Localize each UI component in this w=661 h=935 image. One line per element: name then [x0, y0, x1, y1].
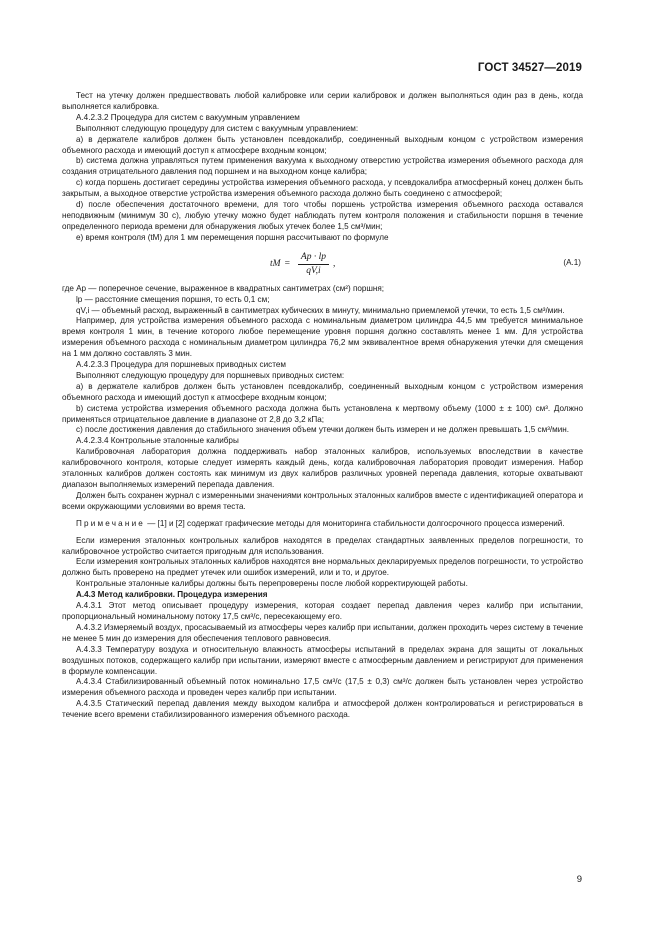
paragraph: А.4.3.2 Измеряемый воздух, просасываемый из атмосферы через калибр при испытании, должен проходить через систему в течение не менее 5 мин до измерения для обеспечения теплового равновесия.: [62, 622, 583, 643]
note-label: Примечание: [76, 518, 146, 528]
paragraph: А.4.3.4 Стабилизированный объемный поток номинально 17,5 см³/с (17,5 ± 0,3) см³/с должен быть установлен через устройство измерения объемного расхода и проведен через калибр при испытании.: [62, 677, 583, 698]
list-item: е) время контроля (tM) для 1 мм перемещения поршня рассчитывают по формуле: [76, 232, 389, 242]
paragraph: Выполняют следующую процедуру для поршневых приводных систем:: [76, 370, 345, 380]
formula-lhs: tM: [270, 258, 281, 269]
document-body: [62, 91, 583, 721]
note-text: — [1] и [2] содержат графические методы для мониторинга стабильности долгосрочного процесса измерений.: [145, 518, 565, 528]
note: [62, 519, 583, 530]
paragraph: Тест на утечку должен предшествовать любой калибровке или серии калибровок и должен выполняться один раз в день, когда выполняется калибровка.: [62, 91, 583, 111]
list-item: с) когда поршень достигает середины устройства измерения объемного расхода, у псевдокалибра атмосферный конец должен быть закрытым, а выходное отверстие устройства измерения объемного расхода должно быть соединено с атмосферой;: [62, 178, 583, 199]
paragraph: А.4.3.5 Статический перепад давления между выходом калибра и атмосферой должен контролироваться и регистрироваться в течение всего времени стабилизированного измерения объемного расхода.: [62, 699, 583, 720]
section-heading: А.4.2.3.2 Процедура для систем с вакуумным управлением: [76, 112, 300, 122]
legend-item: lp — расстояние смещения поршня, то есть 0,1 см;: [76, 294, 270, 304]
formula-number: (А.1): [563, 257, 581, 267]
list-item: b) система должна управляться путем применения вакуума к выходному отверстию устройства измерения объемного расхода для создания отрицательного давления под поршнем и на выходном конце калибра;: [62, 156, 583, 177]
list-item: b) система устройства измерения объемного расхода должна быть установлена к мертвому объему (1000 ± ± 100) см³. Должно применяться отрицательное давление в диапазоне от 2,8 до 3,2 кПа;: [62, 403, 583, 424]
list-item: с) после достижения давления до стабильного значения объем утечки должен быть измерен и не должен превышать 1,5 см³/мин.: [76, 425, 570, 435]
paragraph: Если измерения контрольных эталонных калибров находятся вне нормальных декларируемых пределов погрешности, то устройство должно быть проверено на предмет утечек или ошибок измерений, или и то, и другое.: [62, 557, 583, 578]
formula-numerator: Ap · lp: [298, 252, 329, 265]
legend-item: qV,i — объемный расход, выраженный в сантиметрах кубических в минуту, минимально приемлемой утечки, то есть 1,5 см³/мин.: [76, 305, 565, 315]
section-heading: А.4.2.3.4 Контрольные эталонные калибры: [76, 436, 239, 446]
section-heading: А.4.2.3.3 Процедура для поршневых приводных систем: [76, 360, 286, 370]
paragraph: Например, для устройства измерения объемного расхода с номинальным диаметром цилиндра 44,5 мм требуется минимальное время контроля 1 мин, в течение которого любое перемещение уровня поршня должно составлять менее 1 мм. Для устройства измерения объемного расхода с номинальным диаметром цилиндра 76,2 мм эквивалентное время обнаружения утечки для смещения на 1 мм должно составлять 3 мин.: [62, 316, 583, 359]
paragraph: А.4.3.3 Температуру воздуха и относительную влажность атмосферы испытаний в пределах экрана для защиты от локальных воздушных потоков, содержащего калибр при испытании, измеряют вместе с атмосферным давлением и регистрируют для применения в формуле компенсации.: [62, 644, 583, 676]
paragraph: Контрольные эталонные калибры должны быть перепроверены после любой корректирующей работы.: [76, 579, 468, 589]
paragraph: Выполняют следующую процедуру для систем с вакуумным управлением:: [76, 123, 359, 133]
paragraph: Если измерения эталонных контрольных калибров находятся в пределах стандартных заявленных пределов погрешности, то калибровочное устройство считается пригодным для использования.: [62, 535, 583, 556]
list-item: а) в держателе калибров должен быть установлен псевдокалибр, соединенный выходным концом с устройством измерения объемного расхода и имеющий доступ к атмосфере входным концом;: [62, 381, 583, 402]
paragraph: Должен быть сохранен журнал с измеренными значениями контрольных эталонных калибров вместе с идентификацией оператора и всеми окружающими условиями во время теста.: [62, 490, 583, 511]
list-item: d) после обеспечения достаточного времени, для того чтобы поршень устройства измерения объемного расхода оставался неподвижным (минимум 30 с), любую утечку можно будет наблюдать путем контроля положения и стабильности поршня в течение определенного периода времени для обнаружения любых утечек более 1,5 см³/мин;: [62, 200, 583, 231]
paragraph: Калибровочная лаборатория должна поддерживать набор эталонных калибров, используемых впоследствии в качестве калибровочного контроля, которые следует измерять каждый день, когда калибровочная лаборатория проводит измерения. Набор эталонных калибров должен состоять как минимум из двух калибров различных уровней перепада давления, которые охватывают диапазон выполняемых измерений перепада давления.: [62, 447, 583, 489]
list-item: а) в держателе калибров должен быть установлен псевдокалибр, соединенный выходным концом с устройством измерения объемного расхода и имеющий доступ к атмосфере входным концом;: [62, 134, 583, 155]
formula-denominator: qV,i: [306, 265, 321, 276]
page-number: 9: [576, 874, 582, 885]
section-heading-bold: А.4.3 Метод калибровки. Процедура измерения: [76, 590, 268, 600]
document-code: ГОСТ 34527—2019: [477, 62, 582, 74]
formula-tail: ,: [333, 258, 336, 269]
paragraph: А.4.3.1 Этот метод описывает процедуру измерения, которая создает перепад давления через калибр при испытании, пропорциональный номинальному потоку 17,5 см³/с, пересекающему его.: [62, 601, 583, 621]
formula-legend: [62, 284, 583, 317]
legend-item: где Ap — поперечное сечение, выраженное в квадратных сантиметрах (см²) поршня;: [62, 283, 385, 293]
formula-a1: [62, 250, 583, 280]
formula-equals: =: [284, 258, 290, 269]
